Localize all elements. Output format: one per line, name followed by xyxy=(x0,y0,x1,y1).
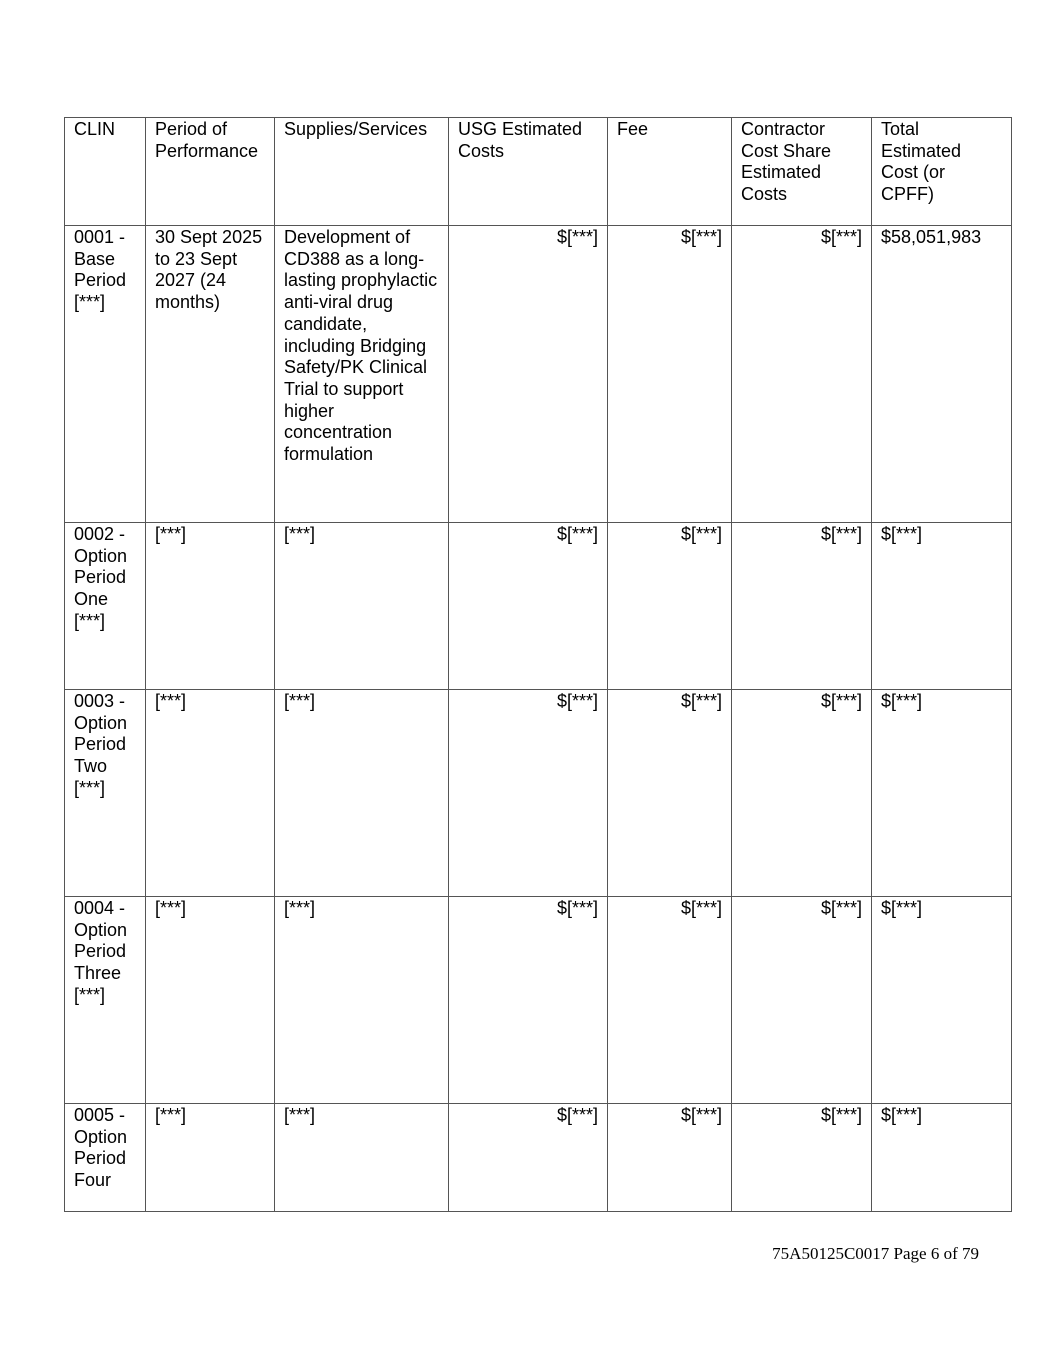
cell-total: $58,051,983 xyxy=(872,226,1012,523)
cell-cost-share: $[***] xyxy=(732,523,872,690)
cell-total: $[***] xyxy=(872,690,1012,897)
header-usg-costs: USG Estimated Costs xyxy=(449,118,608,226)
clin-cost-table xyxy=(64,117,1012,1212)
cell-fee: $[***] xyxy=(608,690,732,897)
cell-period: 30 Sept 2025 to 23 Sept 2027 (24 months) xyxy=(146,226,275,523)
cell-clin: 0002 - Option Period One [***] xyxy=(65,523,146,690)
header-clin: CLIN xyxy=(65,118,146,226)
cell-clin: 0004 - Option Period Three [***] xyxy=(65,897,146,1104)
header-total: Total Estimated Cost (or CPFF) xyxy=(872,118,1012,226)
page-footer: 75A50125C0017 Page 6 of 79 xyxy=(772,1244,979,1263)
cell-cost-share: $[***] xyxy=(732,897,872,1104)
cell-clin: 0005 - Option Period Four xyxy=(65,1104,146,1212)
cell-fee: $[***] xyxy=(608,897,732,1104)
cell-supplies: Development of CD388 as a long-lasting prophylactic anti-viral drug candidate, including Bridging Safety/PK Clinical Trial to support higher concentration formulation xyxy=(275,226,449,523)
cell-usg-costs: $[***] xyxy=(449,897,608,1104)
cell-fee: $[***] xyxy=(608,226,732,523)
cell-period: [***] xyxy=(146,1104,275,1212)
table-row xyxy=(65,1104,1012,1212)
cell-supplies: [***] xyxy=(275,897,449,1104)
cell-usg-costs: $[***] xyxy=(449,523,608,690)
cell-total: $[***] xyxy=(872,523,1012,690)
cell-fee: $[***] xyxy=(608,523,732,690)
table-row xyxy=(65,226,1012,523)
cell-period: [***] xyxy=(146,523,275,690)
cell-cost-share: $[***] xyxy=(732,226,872,523)
cell-clin: 0003 - Option Period Two [***] xyxy=(65,690,146,897)
cell-total: $[***] xyxy=(872,897,1012,1104)
cell-supplies: [***] xyxy=(275,690,449,897)
cell-cost-share: $[***] xyxy=(732,1104,872,1212)
table-row xyxy=(65,690,1012,897)
cell-period: [***] xyxy=(146,897,275,1104)
table-row xyxy=(65,523,1012,690)
header-supplies: Supplies/Services xyxy=(275,118,449,226)
cell-cost-share: $[***] xyxy=(732,690,872,897)
header-fee: Fee xyxy=(608,118,732,226)
header-cost-share: Contractor Cost Share Estimated Costs xyxy=(732,118,872,226)
cell-supplies: [***] xyxy=(275,1104,449,1212)
cell-usg-costs: $[***] xyxy=(449,690,608,897)
table-header-row xyxy=(65,118,1012,226)
header-period: Period of Performance xyxy=(146,118,275,226)
cell-usg-costs: $[***] xyxy=(449,226,608,523)
cell-total: $[***] xyxy=(872,1104,1012,1212)
cell-usg-costs: $[***] xyxy=(449,1104,608,1212)
cell-clin: 0001 - Base Period [***] xyxy=(65,226,146,523)
table-row xyxy=(65,897,1012,1104)
cell-supplies: [***] xyxy=(275,523,449,690)
cell-fee: $[***] xyxy=(608,1104,732,1212)
cell-period: [***] xyxy=(146,690,275,897)
